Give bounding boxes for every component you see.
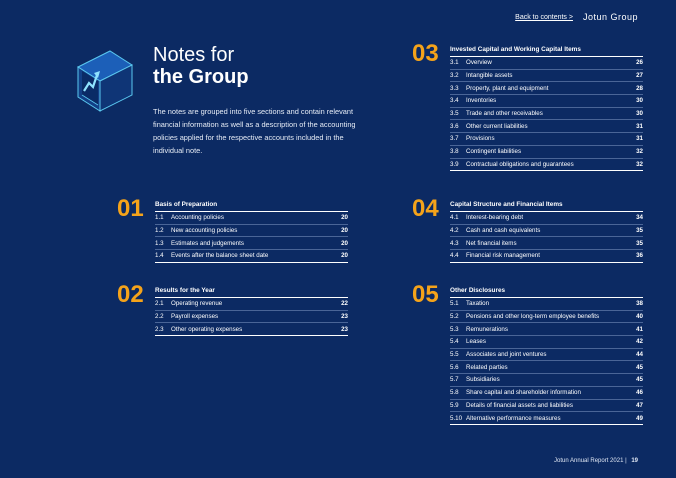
note-row[interactable] <box>450 146 643 159</box>
note-index: 2.2 <box>155 313 164 321</box>
note-title: Estimates and judgements <box>171 239 244 247</box>
note-index: 1.3 <box>155 239 164 247</box>
note-title: Events after the balance sheet date <box>171 252 269 260</box>
note-index: 5.7 <box>450 376 459 384</box>
note-title: Related parties <box>466 363 508 371</box>
note-row[interactable] <box>155 237 348 250</box>
note-list <box>155 212 348 263</box>
top-bar <box>515 12 638 22</box>
section-number: 01 <box>117 195 144 222</box>
note-index: 5.1 <box>450 300 459 308</box>
note-title: Financial risk management <box>466 252 540 260</box>
note-index: 5.4 <box>450 338 459 346</box>
note-row[interactable] <box>450 387 643 400</box>
note-page: 41 <box>636 325 643 333</box>
note-index: 5.2 <box>450 313 459 321</box>
note-page: 44 <box>636 351 643 359</box>
note-page: 22 <box>341 300 348 308</box>
section-body <box>450 201 643 263</box>
note-title: Operating revenue <box>171 300 223 308</box>
note-title: Provisions <box>466 135 495 143</box>
note-title: New accounting policies <box>171 227 238 235</box>
growth-chart-icon <box>70 45 140 115</box>
note-title: Interest-bearing debt <box>466 214 524 222</box>
note-index: 3.4 <box>450 97 459 105</box>
note-index: 3.6 <box>450 122 459 130</box>
note-page: 32 <box>636 148 643 156</box>
note-page: 35 <box>636 227 643 235</box>
note-index: 4.2 <box>450 227 459 235</box>
note-index: 5.5 <box>450 351 459 359</box>
note-index: 2.3 <box>155 325 164 333</box>
note-index: 3.8 <box>450 148 459 156</box>
note-page: 23 <box>341 313 348 321</box>
note-row[interactable] <box>450 323 643 336</box>
page-title-line1: Notes for <box>153 44 235 66</box>
note-index: 3.7 <box>450 135 459 143</box>
note-list <box>155 298 348 336</box>
note-page: 46 <box>636 389 643 397</box>
note-title: Taxation <box>466 300 490 308</box>
section-body <box>450 46 643 171</box>
note-title: Intangible assets <box>466 72 513 80</box>
note-page: 31 <box>636 122 643 130</box>
section-body <box>155 287 348 336</box>
note-index: 2.1 <box>155 300 164 308</box>
note-page: 20 <box>341 227 348 235</box>
note-row[interactable] <box>450 212 643 225</box>
note-list <box>450 298 643 425</box>
note-title: Other operating expenses <box>171 325 243 333</box>
note-index: 4.1 <box>450 214 459 222</box>
note-title: Leases <box>466 338 486 346</box>
note-page: 20 <box>341 252 348 260</box>
note-title: Cash and cash equivalents <box>466 227 541 235</box>
note-row[interactable] <box>450 349 643 362</box>
note-title: Share capital and shareholder information <box>466 389 581 397</box>
note-title: Associates and joint ventures <box>466 351 547 359</box>
brand-name: Jotun Group <box>582 12 638 22</box>
intro-text: The notes are grouped into five sections and contain relevant financial information as well as a description of the accounting policies applied for the respective accounts included in the individual note. <box>153 107 356 155</box>
note-index: 4.3 <box>450 239 459 247</box>
section-title: Results for the Year <box>155 287 348 298</box>
note-title: Other current liabilities <box>466 122 528 130</box>
note-row[interactable] <box>450 70 643 83</box>
note-list <box>450 57 643 171</box>
note-row[interactable] <box>155 250 348 263</box>
note-row[interactable] <box>450 120 643 133</box>
section-number: 05 <box>412 281 439 308</box>
note-row[interactable] <box>450 298 643 311</box>
note-row[interactable] <box>450 159 643 172</box>
section-body <box>155 201 348 263</box>
note-page: 31 <box>636 135 643 143</box>
note-page: 36 <box>636 252 643 260</box>
note-row[interactable] <box>450 225 643 238</box>
note-page: 45 <box>636 363 643 371</box>
note-title: Remunerations <box>466 325 508 333</box>
note-row[interactable] <box>450 412 643 425</box>
note-index: 5.8 <box>450 389 459 397</box>
note-title: Payroll expenses <box>171 313 219 321</box>
note-page: 49 <box>636 414 643 422</box>
note-index: 4.4 <box>450 252 459 260</box>
note-title: Trade and other receivables <box>466 110 543 118</box>
note-page: 30 <box>636 110 643 118</box>
note-index: 5.6 <box>450 363 459 371</box>
note-row[interactable] <box>450 108 643 121</box>
note-page: 27 <box>636 72 643 80</box>
note-row[interactable] <box>450 133 643 146</box>
note-title: Pensions and other long-term employee benefits <box>466 313 600 321</box>
note-title: Net financial items <box>466 239 517 247</box>
note-row[interactable] <box>450 361 643 374</box>
page-number: 19 <box>631 458 638 464</box>
note-page: 20 <box>341 239 348 247</box>
section-number: 04 <box>412 195 439 222</box>
title-block <box>153 44 368 157</box>
section-number: 03 <box>412 40 439 67</box>
section-title: Invested Capital and Working Capital Items <box>450 46 643 57</box>
section-title: Capital Structure and Financial Items <box>450 201 643 212</box>
note-title: Contractual obligations and guarantees <box>466 160 574 168</box>
note-title: Property, plant and equipment <box>466 84 549 92</box>
section-body <box>450 287 643 425</box>
note-page: 34 <box>636 214 643 222</box>
note-list <box>450 212 643 263</box>
note-page: 38 <box>636 300 643 308</box>
note-row[interactable] <box>155 323 348 336</box>
note-title: Details of financial assets and liabilities <box>466 401 573 409</box>
note-index: 5.3 <box>450 325 459 333</box>
note-row[interactable] <box>155 212 348 225</box>
note-title: Accounting policies <box>171 214 224 222</box>
note-row[interactable] <box>450 400 643 413</box>
note-index: 3.9 <box>450 160 459 168</box>
note-index: 5.10 <box>450 414 463 422</box>
page-footer <box>554 458 638 464</box>
note-index: 3.2 <box>450 72 459 80</box>
note-index: 1.4 <box>155 252 164 260</box>
note-index: 3.1 <box>450 59 459 67</box>
note-index: 1.2 <box>155 227 164 235</box>
note-title: Contingent liabilities <box>466 148 522 156</box>
note-row[interactable] <box>155 298 348 311</box>
note-page: 42 <box>636 338 643 346</box>
section-title: Other Disclosures <box>450 287 643 298</box>
page-title-line2: the Group <box>153 66 249 88</box>
note-row[interactable] <box>450 95 643 108</box>
note-page: 35 <box>636 239 643 247</box>
note-page: 20 <box>341 214 348 222</box>
note-row[interactable] <box>155 311 348 324</box>
note-page: 26 <box>636 59 643 67</box>
note-page: 23 <box>341 325 348 333</box>
section-title: Basis of Preparation <box>155 201 348 212</box>
footer-separator: | <box>625 458 627 464</box>
note-title: Subsidiaries <box>466 376 500 384</box>
note-index: 3.5 <box>450 110 459 118</box>
note-row[interactable] <box>450 336 643 349</box>
note-title: Inventories <box>466 97 497 105</box>
report-name: Jotun Annual Report 2021 <box>554 458 624 464</box>
note-page: 40 <box>636 313 643 321</box>
note-row[interactable] <box>450 250 643 263</box>
note-row[interactable] <box>450 237 643 250</box>
note-row[interactable] <box>450 374 643 387</box>
note-title: Alternative performance measures <box>466 414 561 422</box>
note-index: 5.9 <box>450 401 459 409</box>
note-page: 47 <box>636 401 643 409</box>
note-page: 30 <box>636 97 643 105</box>
section-number: 02 <box>117 281 144 308</box>
note-index: 3.3 <box>450 84 459 92</box>
note-page: 28 <box>636 84 643 92</box>
note-row[interactable] <box>450 82 643 95</box>
note-index: 1.1 <box>155 214 164 222</box>
note-row[interactable] <box>450 57 643 70</box>
note-title: Overview <box>466 59 492 67</box>
note-row[interactable] <box>450 311 643 324</box>
back-to-contents-link[interactable]: Back to contents > <box>515 13 573 21</box>
note-row[interactable] <box>155 225 348 238</box>
note-page: 45 <box>636 376 643 384</box>
note-page: 32 <box>636 160 643 168</box>
